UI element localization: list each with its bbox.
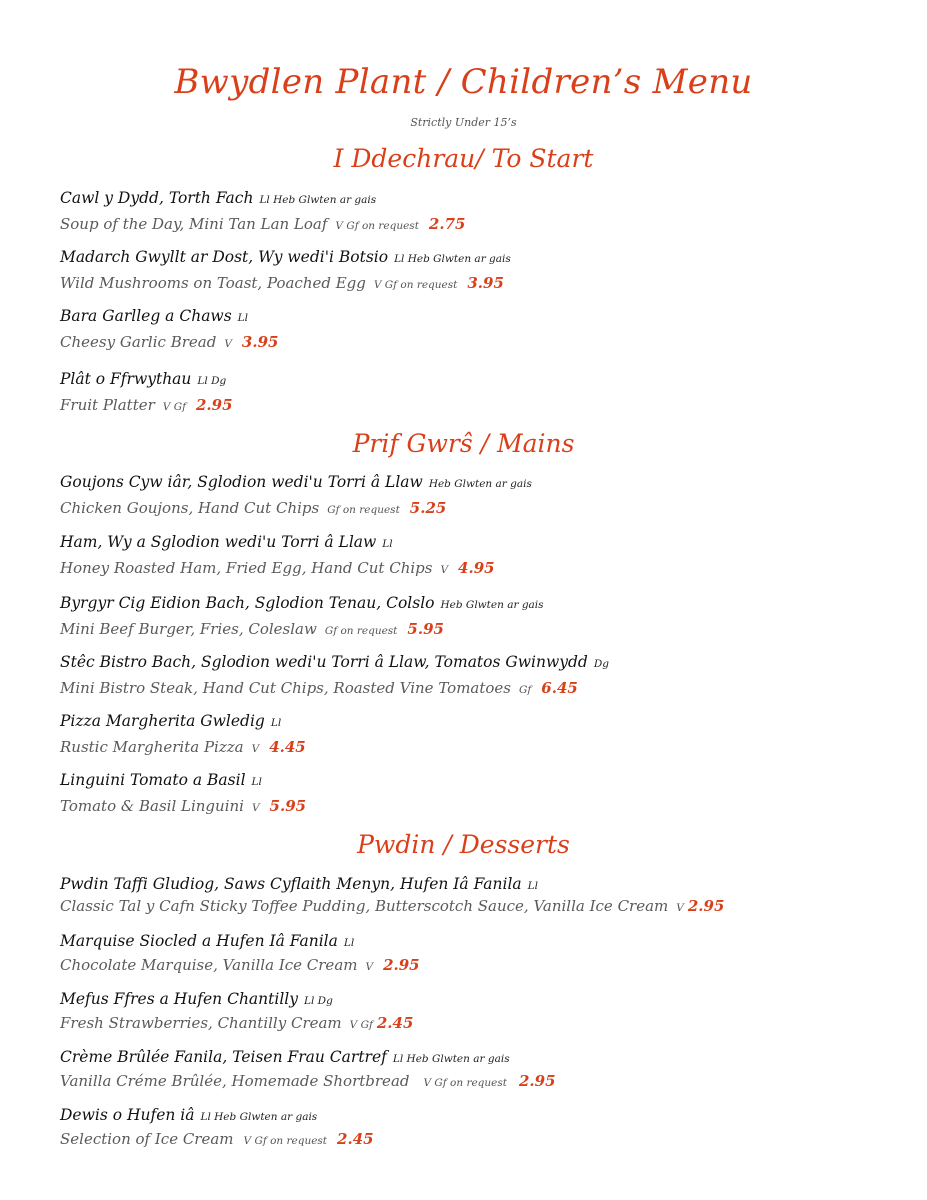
menu-item — [60, 472, 900, 520]
item-dietary-note: V Gf on request — [243, 1135, 328, 1147]
item-price: 2.95 — [195, 396, 233, 414]
item-english-name: Chocolate Marquise, Vanilla Ice Cream — [60, 956, 358, 974]
item-welsh-note: Ll Heb Glwten ar gais — [259, 194, 377, 206]
item-welsh-note: Ll — [270, 717, 282, 729]
item-welsh-note: Ll Heb Glwten ar gais — [394, 253, 511, 265]
menu-title: Bwydlen Plant / Children’s Menu — [174, 62, 753, 102]
item-welsh-name: Cawl y Dydd, Torth Fach — [60, 189, 254, 207]
item-price: 3.95 — [241, 333, 279, 351]
item-welsh-name: Mefus Ffres a Hufen Chantilly — [60, 990, 299, 1008]
item-dietary-note: V — [676, 902, 684, 914]
menu-subtitle: Strictly Under 15’s — [410, 116, 517, 129]
menu-item — [60, 711, 900, 759]
item-welsh-name: Pizza Margherita Gwledig — [60, 712, 265, 730]
item-price: 2.95 — [687, 897, 725, 915]
item-english-name: Honey Roasted Ham, Fried Egg, Hand Cut Chips — [60, 559, 433, 577]
item-welsh-name: Madarch Gwyllt ar Dost, Wy wedi'i Botsio — [60, 248, 389, 266]
menu-item — [60, 532, 900, 580]
menu-item — [60, 931, 900, 977]
item-welsh-note: Ll — [527, 880, 538, 892]
item-price: 3.95 — [467, 274, 504, 292]
item-price: 2.45 — [376, 1014, 414, 1032]
item-english-name: Fruit Platter — [60, 396, 155, 414]
item-welsh-note: Ll Heb Glwten ar gais — [200, 1111, 318, 1123]
item-welsh-note: Ll — [343, 937, 355, 949]
item-english-name: Selection of Ice Cream — [60, 1130, 234, 1148]
item-price: 5.95 — [269, 797, 307, 815]
item-welsh-note: Dg — [593, 658, 609, 670]
item-welsh-name: Marquise Siocled a Hufen Iâ Fanila — [60, 932, 338, 950]
section-heading-desserts: Pwdin / Desserts — [357, 830, 570, 859]
item-english-name: Classic Tal y Cafn Sticky Toffee Pudding, Butterscotch Sauce, Vanilla Ice Cream — [60, 897, 669, 915]
item-english-name: Chicken Goujons, Hand Cut Chips — [60, 499, 320, 517]
menu-item — [60, 1047, 900, 1093]
menu-item — [60, 306, 900, 354]
item-english-name: Soup of the Day, Mini Tan Lan Loaf — [60, 215, 328, 233]
item-dietary-note: V — [440, 564, 449, 576]
item-welsh-name: Dewis o Hufen iâ — [60, 1106, 195, 1124]
item-dietary-note: V Gf — [162, 401, 186, 413]
item-price: 6.45 — [541, 679, 578, 697]
item-welsh-note: Ll Dg — [197, 375, 227, 387]
item-dietary-note: V Gf on request — [335, 220, 419, 232]
menu-item — [60, 989, 900, 1035]
item-english-name: Vanilla Créme Brûlée, Homemade Shortbread — [60, 1072, 410, 1090]
item-welsh-name: Linguini Tomato a Basil — [60, 771, 246, 789]
menu-item — [60, 874, 900, 918]
item-english-name: Rustic Margherita Pizza — [60, 738, 244, 756]
item-english-name: Tomato & Basil Linguini — [60, 797, 244, 815]
item-price: 5.25 — [409, 499, 447, 517]
item-dietary-note: V — [251, 802, 260, 814]
menu-item — [60, 1105, 900, 1151]
item-dietary-note: V Gf on request — [373, 279, 458, 291]
item-welsh-name: Byrgyr Cig Eidion Bach, Sglodion Tenau, Colslo — [60, 594, 435, 612]
item-price: 2.45 — [337, 1130, 374, 1148]
item-price: 4.95 — [458, 559, 495, 577]
item-welsh-name: Ham, Wy a Sglodion wedi'u Torri â Llaw — [60, 533, 377, 551]
item-price: 2.95 — [383, 956, 420, 974]
item-english-name: Cheesy Garlic Bread — [60, 333, 217, 351]
item-price: 2.75 — [428, 215, 466, 233]
item-price: 5.95 — [407, 620, 444, 638]
item-welsh-name: Bara Garlleg a Chaws — [60, 307, 232, 325]
item-english-name: Fresh Strawberries, Chantilly Cream — [60, 1014, 342, 1032]
item-welsh-name: Plât o Ffrwythau — [60, 370, 192, 388]
item-dietary-note: Gf on request — [324, 625, 398, 637]
item-welsh-note: Ll — [382, 538, 393, 550]
item-english-name: Wild Mushrooms on Toast, Poached Egg — [60, 274, 366, 292]
item-dietary-note: V — [365, 961, 374, 973]
item-welsh-note: Ll Dg — [304, 995, 333, 1007]
menu-item — [60, 188, 900, 236]
item-welsh-note: Ll — [251, 776, 262, 788]
item-welsh-note: Heb Glwten ar gais — [428, 478, 532, 490]
item-english-name: Mini Beef Burger, Fries, Coleslaw — [60, 620, 317, 638]
item-welsh-note: Ll — [237, 312, 248, 324]
item-welsh-note: Heb Glwten ar gais — [440, 599, 544, 611]
item-english-name: Mini Bistro Steak, Hand Cut Chips, Roasted Vine Tomatoes — [60, 679, 511, 697]
item-price: 4.45 — [269, 738, 306, 756]
item-welsh-name: Goujons Cyw iâr, Sglodion wedi'u Torri â Llaw — [60, 473, 423, 491]
menu-item — [60, 770, 900, 818]
item-price: 2.95 — [518, 1072, 556, 1090]
item-dietary-note: V — [224, 338, 232, 350]
menu-item — [60, 593, 900, 641]
menu-item — [60, 369, 900, 417]
menu-item — [60, 652, 900, 700]
item-dietary-note: Gf — [519, 684, 532, 696]
section-heading-starters: I Ddechrau/ To Start — [333, 144, 594, 173]
item-welsh-name: Pwdin Taffi Gludiog, Saws Cyflaith Menyn, Hufen Iâ Fanila — [60, 875, 522, 893]
section-heading-mains: Prif Gwrŝ / Mains — [352, 429, 575, 458]
menu-item — [60, 247, 900, 295]
item-dietary-note: V Gf — [349, 1019, 373, 1031]
item-welsh-note: Ll Heb Glwten ar gais — [392, 1053, 510, 1065]
item-welsh-name: Stêc Bistro Bach, Sglodion wedi'u Torri â Llaw, Tomatos Gwinwydd — [60, 653, 588, 671]
item-dietary-note: V — [251, 743, 260, 755]
item-dietary-note: V Gf on request — [423, 1077, 507, 1089]
item-welsh-name: Crème Brûlée Fanila, Teisen Frau Cartref — [60, 1048, 387, 1066]
item-dietary-note: Gf on request — [327, 504, 400, 516]
